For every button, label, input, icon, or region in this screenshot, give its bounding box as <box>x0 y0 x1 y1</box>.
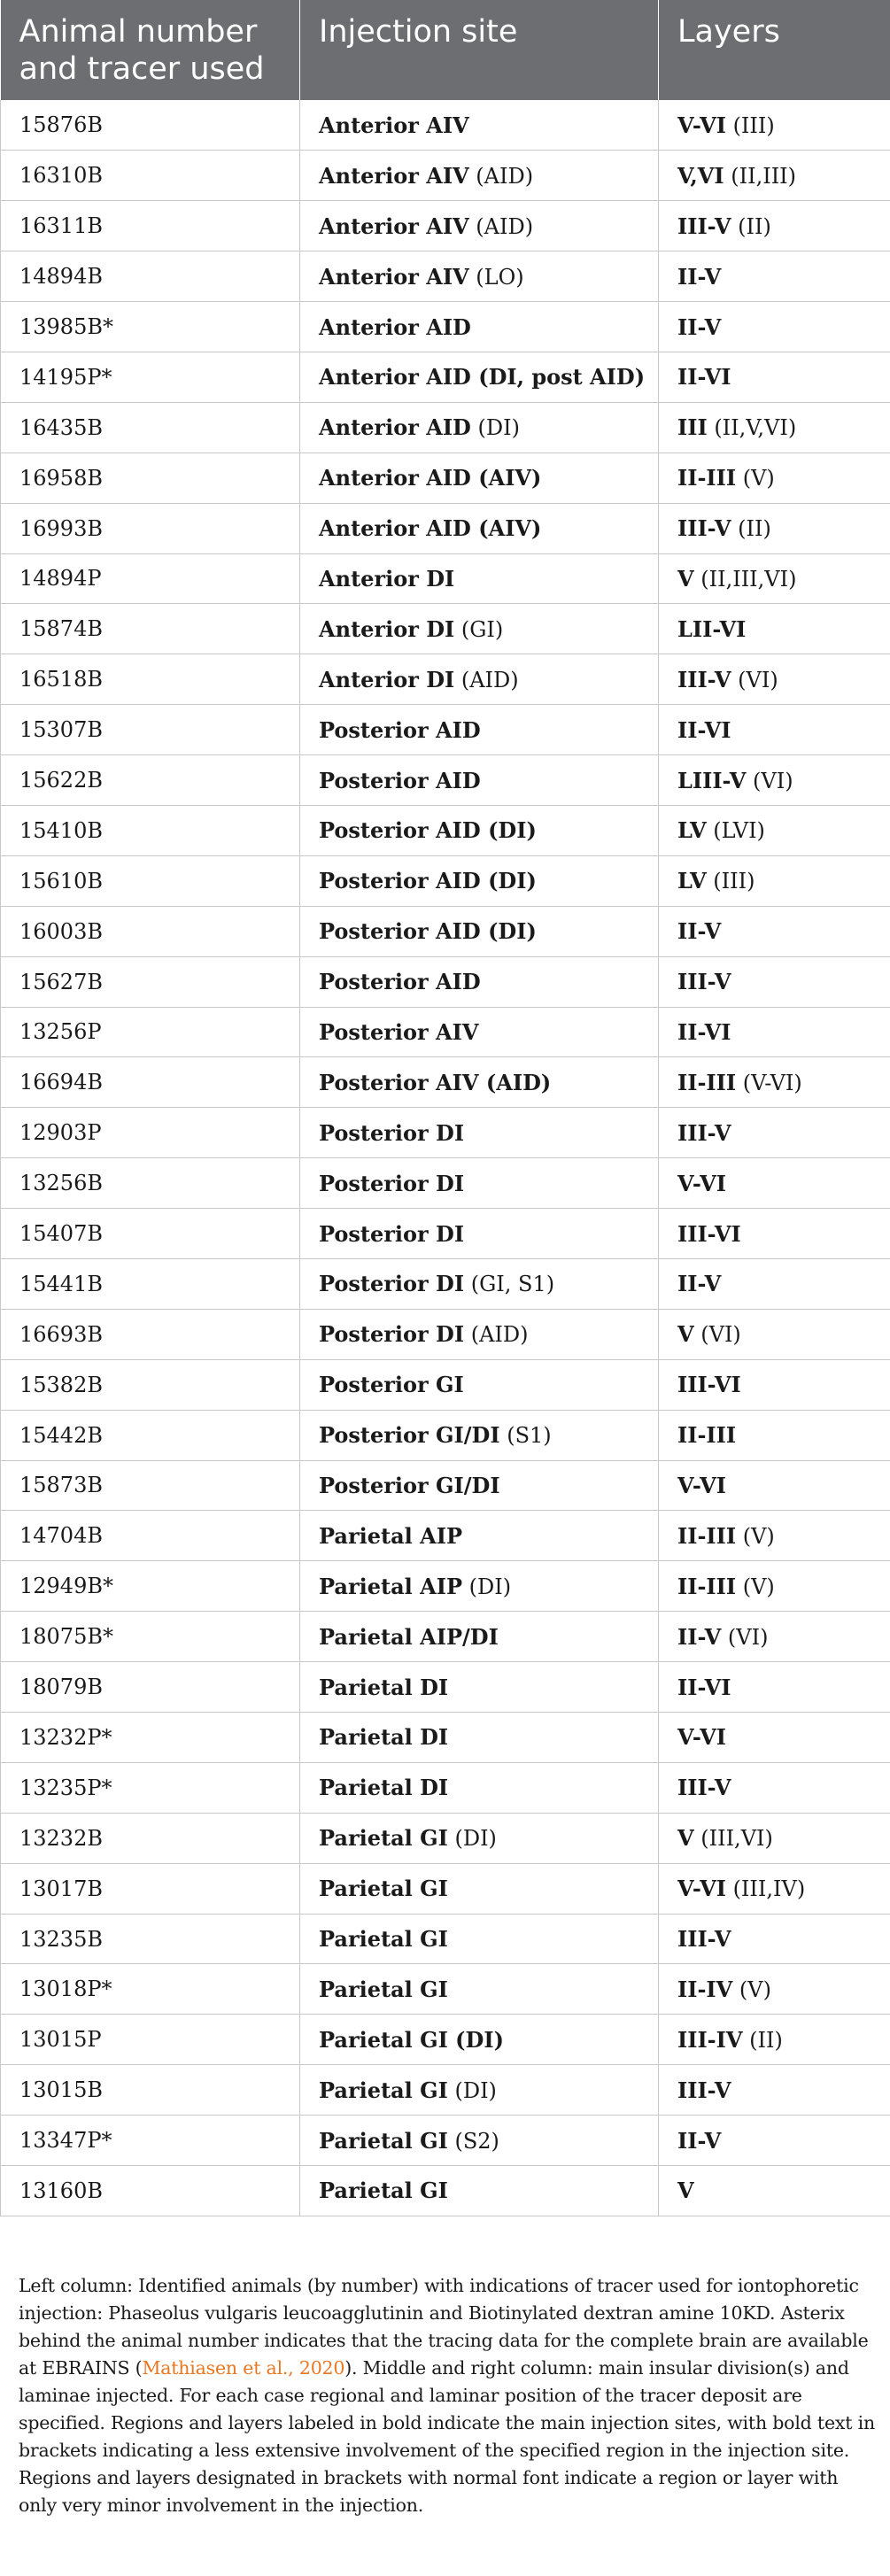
layers-cell <box>659 906 890 956</box>
table-row <box>1 2116 890 2166</box>
table-row <box>1 805 890 855</box>
layers-main: II-V <box>677 1623 722 1650</box>
layers-main: II-VI <box>677 1674 731 1700</box>
injection-site-cell <box>300 302 659 352</box>
layers-main: III-V <box>677 969 731 995</box>
citation-link[interactable]: Mathiasen et al., 2020 <box>142 2356 345 2379</box>
injection-site-cell <box>300 402 659 453</box>
layers-cell <box>659 201 890 251</box>
injection-site-cell <box>300 553 659 604</box>
injection-site-main: Posterior DI <box>319 1119 465 1146</box>
injection-site-minor: (DI) <box>470 415 520 441</box>
injection-site-cell <box>300 1662 659 1713</box>
injection-site-minor: (DI) <box>447 2077 497 2103</box>
injection-site-main: Posterior GI/DI <box>319 1422 500 1449</box>
animal-number-cell: 15627B <box>1 956 300 1007</box>
injection-site-main: Posterior DI <box>319 1170 465 1196</box>
layers-main: V-VI <box>677 112 726 138</box>
animal-number-cell: 15874B <box>1 604 300 654</box>
injection-site-cell <box>300 1309 659 1359</box>
layers-main: II-VI <box>677 364 731 391</box>
animal-number-cell: 13235B <box>1 1914 300 1964</box>
table-row <box>1 503 890 553</box>
injection-site-main: Anterior AIV <box>319 263 469 290</box>
injection-site-main: Posterior AIV (AID) <box>319 1069 552 1095</box>
layers-minor: (V) <box>732 1976 771 2002</box>
caption-text-before: Left column: Identified animals (by number) with indications of tracer used for iontophoretic injection: Phaseolus vulgaris leucoagglutinin and Biotinylated dextran amine 10KD. Asterix behind the animal number indicates that the tracing data for the complete brain are available at EBRAINS ( <box>19 2274 869 2379</box>
layers-cell <box>659 956 890 1007</box>
animal-number-cell: 15876B <box>1 100 300 151</box>
injection-site-main: Posterior AID (DI) <box>319 868 537 894</box>
layers-cell <box>659 2116 890 2166</box>
layers-main: V <box>677 2178 694 2204</box>
injection-site-cell <box>300 805 659 855</box>
injection-site-minor: (S1) <box>499 1423 552 1449</box>
layers-main: II-V <box>677 918 722 945</box>
layers-main: III-VI <box>677 1220 741 1247</box>
injection-site-main: Posterior GI <box>319 1372 464 1398</box>
layers-minor: (V) <box>736 1523 775 1549</box>
injection-site-main: Anterior AIV <box>319 213 469 239</box>
injection-site-cell <box>300 201 659 251</box>
layers-main: V <box>677 1825 694 1852</box>
injection-site-main: Parietal AIP <box>319 1522 462 1549</box>
table-row <box>1 2065 890 2116</box>
animal-number-cell: 12903P <box>1 1108 300 1158</box>
layers-minor: (VI) <box>693 1322 741 1348</box>
layers-cell <box>659 1309 890 1359</box>
animal-number-cell: 13256P <box>1 1007 300 1057</box>
injection-site-cell <box>300 1612 659 1662</box>
table-row <box>1 1108 890 1158</box>
injection-site-cell <box>300 1964 659 2015</box>
injection-site-cell <box>300 1359 659 1410</box>
layers-minor: (V-VI) <box>736 1070 802 1095</box>
layers-main: V <box>677 1321 694 1348</box>
table-header <box>1 0 890 100</box>
injection-site-cell <box>300 1460 659 1511</box>
injection-site-main: Posterior AID <box>319 716 481 743</box>
layers-cell <box>659 1612 890 1662</box>
injection-site-cell <box>300 1713 659 1763</box>
caption-text-after: ). Middle and right column: main insular division(s) and laminae injected. For each case regional and laminar position of the tracer deposit are specified. Regions and layers labeled in bold indicate the main injection sites, with bold text in brackets indicating a less extensive involvement of the specified region in the injection site. Regions and layers designated in brackets with normal font indicate a region or layer with only very minor involvement in the injection. <box>19 2356 875 2516</box>
layers-cell <box>659 1057 890 1108</box>
table-row <box>1 1863 890 1914</box>
injection-site-main: Parietal GI <box>319 1825 448 1852</box>
injection-site-main: Parietal GI <box>319 2077 448 2103</box>
layers-main: V-VI <box>677 1170 726 1196</box>
layers-main: II-IV <box>677 1976 733 2002</box>
injection-site-cell <box>300 1863 659 1914</box>
injection-site-main: Parietal GI <box>319 2178 448 2204</box>
table-row <box>1 100 890 151</box>
layers-cell <box>659 805 890 855</box>
animal-number-cell: 16958B <box>1 453 300 503</box>
animal-number-cell: 13235P* <box>1 1762 300 1813</box>
layers-cell <box>659 503 890 553</box>
injection-site-cell <box>300 906 659 956</box>
layers-cell <box>659 1108 890 1158</box>
table-row <box>1 1359 890 1410</box>
table-row <box>1 956 890 1007</box>
layers-main: II-III <box>677 1522 737 1549</box>
layers-main: III-V <box>677 213 731 239</box>
layers-cell <box>659 1158 890 1209</box>
animal-number-cell: 13232B <box>1 1813 300 1863</box>
injection-site-main: Parietal AIP/DI <box>319 1623 499 1650</box>
layers-cell <box>659 604 890 654</box>
layers-cell <box>659 1511 890 1561</box>
injection-site-main: Parietal GI <box>319 2127 448 2154</box>
injection-site-main: Anterior AID (DI, post AID) <box>319 364 646 391</box>
injection-site-minor: (AID) <box>454 667 519 692</box>
animal-number-cell: 15442B <box>1 1410 300 1460</box>
injection-site-main: Posterior AID (DI) <box>319 918 537 945</box>
animal-number-cell: 15441B <box>1 1258 300 1309</box>
layers-minor: (III,VI) <box>693 1826 773 1852</box>
table-row <box>1 1007 890 1057</box>
layers-minor: (II) <box>742 2027 783 2053</box>
injection-site-cell <box>300 352 659 402</box>
layers-cell <box>659 1258 890 1309</box>
table-row <box>1 1713 890 1763</box>
layers-cell <box>659 251 890 302</box>
table-row <box>1 855 890 906</box>
layers-main: III <box>677 414 708 441</box>
header-injection-site: Injection site <box>300 0 659 100</box>
animal-number-cell: 14704B <box>1 1511 300 1561</box>
animal-number-cell: 12949B* <box>1 1561 300 1612</box>
layers-minor: (III) <box>725 112 775 138</box>
injection-site-main: Parietal GI <box>319 1876 448 1902</box>
injection-site-cell <box>300 1914 659 1964</box>
table-row <box>1 1964 890 2015</box>
layers-main: V-VI <box>677 1724 726 1751</box>
injection-site-main: Anterior AID (AIV) <box>319 515 542 542</box>
injection-site-cell <box>300 1410 659 1460</box>
layers-main: LIII-V <box>677 767 747 793</box>
animal-number-cell: 13232P* <box>1 1713 300 1763</box>
animal-number-cell: 15407B <box>1 1209 300 1259</box>
injection-site-main: Parietal DI <box>319 1775 449 1801</box>
layers-main: III-V <box>677 1119 731 1146</box>
table-row <box>1 2166 890 2216</box>
injection-site-main: Parietal DI <box>319 1674 449 1700</box>
layers-minor: (VI) <box>731 667 778 692</box>
layers-cell <box>659 100 890 151</box>
injection-site-main: Posterior AID <box>319 969 481 995</box>
layers-minor: (LVI) <box>706 818 765 844</box>
animal-number-cell: 16518B <box>1 654 300 705</box>
layers-main: III-V <box>677 666 731 692</box>
table-row <box>1 705 890 755</box>
layers-cell <box>659 1007 890 1057</box>
table-row <box>1 1511 890 1561</box>
layers-main: LV <box>677 868 707 894</box>
injection-site-cell <box>300 2015 659 2065</box>
table-row <box>1 2015 890 2065</box>
table-row <box>1 1662 890 1713</box>
injection-site-cell <box>300 1561 659 1612</box>
table-row <box>1 1914 890 1964</box>
table-row <box>1 402 890 453</box>
animal-number-cell: 15382B <box>1 1359 300 1410</box>
animal-number-cell: 14195P* <box>1 352 300 402</box>
layers-cell <box>659 1662 890 1713</box>
injection-site-minor: (AID) <box>464 1322 529 1348</box>
injection-site-main: Anterior AIV <box>319 112 469 138</box>
table-caption <box>0 2216 890 2519</box>
layers-main: II-III <box>677 1422 737 1449</box>
layers-main: III-V <box>677 515 731 542</box>
injection-site-main: Anterior AID <box>319 313 471 340</box>
layers-cell <box>659 1863 890 1914</box>
layers-cell <box>659 1964 890 2015</box>
animal-number-cell: 13015P <box>1 2015 300 2065</box>
injection-site-main: Anterior AIV <box>319 162 469 189</box>
injection-site-minor: (AID) <box>468 213 534 239</box>
injection-site-main: Parietal GI (DI) <box>319 2026 504 2053</box>
injection-site-cell <box>300 453 659 503</box>
layers-cell <box>659 1209 890 1259</box>
injection-site-main: Posterior DI <box>319 1220 465 1247</box>
layers-cell <box>659 1359 890 1410</box>
layers-cell <box>659 553 890 604</box>
table-row <box>1 755 890 806</box>
injection-site-main: Posterior DI <box>319 1321 465 1348</box>
injection-site-cell <box>300 1007 659 1057</box>
layers-cell <box>659 1914 890 1964</box>
layers-minor: (II) <box>731 213 771 239</box>
table-row <box>1 251 890 302</box>
layers-main: III-VI <box>677 1372 741 1398</box>
animal-number-cell: 13017B <box>1 1863 300 1914</box>
layers-cell <box>659 402 890 453</box>
layers-cell <box>659 1762 890 1813</box>
table-row <box>1 1057 890 1108</box>
header-layers: Layers <box>659 0 890 100</box>
injection-site-main: Parietal GI <box>319 1976 448 2002</box>
layers-cell <box>659 1713 890 1763</box>
layers-cell <box>659 1561 890 1612</box>
animal-number-cell: 15610B <box>1 855 300 906</box>
layers-main: II-III <box>677 1573 737 1599</box>
layers-minor: (VI) <box>721 1624 769 1650</box>
injection-site-main: Anterior AID <box>319 414 471 441</box>
injection-site-cell <box>300 2166 659 2216</box>
table-row <box>1 1209 890 1259</box>
injection-site-cell <box>300 1258 659 1309</box>
injection-site-minor: (DI) <box>447 1826 497 1852</box>
layers-cell <box>659 151 890 201</box>
table-row <box>1 352 890 402</box>
table-row <box>1 553 890 604</box>
table-row <box>1 1612 890 1662</box>
layers-minor: (III,IV) <box>725 1876 806 1902</box>
table-row <box>1 1460 890 1511</box>
animal-number-cell: 15622B <box>1 755 300 806</box>
animal-number-cell: 16694B <box>1 1057 300 1108</box>
layers-main: II-V <box>677 1271 722 1297</box>
table-row <box>1 1561 890 1612</box>
table-row <box>1 1309 890 1359</box>
injection-site-main: Parietal AIP <box>319 1573 462 1599</box>
injection-site-main: Anterior AID (AIV) <box>319 465 542 491</box>
animal-number-cell: 13015B <box>1 2065 300 2116</box>
injection-site-main: Posterior AID (DI) <box>319 817 537 844</box>
layers-main: II-V <box>677 313 722 340</box>
layers-cell <box>659 352 890 402</box>
animal-number-cell: 15410B <box>1 805 300 855</box>
injection-site-minor: (DI) <box>462 1574 512 1599</box>
injection-site-cell <box>300 2116 659 2166</box>
layers-cell <box>659 1460 890 1511</box>
injection-site-main: Anterior DI <box>319 615 455 642</box>
injection-site-cell <box>300 2065 659 2116</box>
header-animal-number: Animal number and tracer used <box>1 0 300 100</box>
layers-main: V <box>677 565 694 592</box>
animal-number-cell: 16435B <box>1 402 300 453</box>
injection-site-main: Parietal DI <box>319 1724 449 1751</box>
table-row <box>1 1813 890 1863</box>
injection-site-minor: (S2) <box>447 2128 499 2154</box>
layers-cell <box>659 705 890 755</box>
table-row <box>1 604 890 654</box>
layers-minor: (II,V,VI) <box>707 415 797 441</box>
layers-minor: (V) <box>736 1574 775 1599</box>
layers-cell <box>659 1813 890 1863</box>
injection-site-main: Posterior AIV <box>319 1018 479 1045</box>
layers-main: III-V <box>677 1775 731 1801</box>
injection-site-main: Posterior AID <box>319 767 481 793</box>
layers-cell <box>659 302 890 352</box>
layers-cell <box>659 2166 890 2216</box>
layers-main: LII-VI <box>677 615 747 642</box>
layers-minor: (II) <box>731 516 771 542</box>
injection-site-cell <box>300 503 659 553</box>
layers-main: LV <box>677 817 707 844</box>
animal-number-cell: 16003B <box>1 906 300 956</box>
layers-main: V-VI <box>677 1472 726 1498</box>
animal-number-cell: 16693B <box>1 1309 300 1359</box>
injection-site-cell <box>300 151 659 201</box>
injection-site-cell <box>300 705 659 755</box>
layers-minor: (VI) <box>746 768 793 793</box>
layers-main: II-V <box>677 263 722 290</box>
animal-number-cell: 16310B <box>1 151 300 201</box>
animal-number-cell: 14894B <box>1 251 300 302</box>
layers-minor: (III) <box>706 869 755 894</box>
table-row <box>1 302 890 352</box>
layers-cell <box>659 2015 890 2065</box>
injection-site-main: Posterior DI <box>319 1271 465 1297</box>
layers-cell <box>659 654 890 705</box>
injection-site-cell <box>300 654 659 705</box>
table-row <box>1 1158 890 1209</box>
injection-site-main: Posterior GI/DI <box>319 1472 500 1498</box>
layers-main: II-V <box>677 2127 722 2154</box>
animal-number-cell: 15873B <box>1 1460 300 1511</box>
injection-site-cell <box>300 855 659 906</box>
injection-site-cell <box>300 1813 659 1863</box>
animal-number-cell: 18075B* <box>1 1612 300 1662</box>
animal-number-cell: 13347P* <box>1 2116 300 2166</box>
layers-cell <box>659 755 890 806</box>
injection-site-cell <box>300 1108 659 1158</box>
layers-minor: (II,III) <box>724 163 797 189</box>
animal-number-cell: 14894P <box>1 553 300 604</box>
table-row <box>1 151 890 201</box>
injection-site-main: Anterior DI <box>319 565 455 592</box>
table-row <box>1 1762 890 1813</box>
table-row <box>1 1410 890 1460</box>
injection-site-main: Parietal GI <box>319 1926 448 1952</box>
table-body <box>1 100 890 2216</box>
injection-site-minor: (GI) <box>454 616 504 642</box>
injection-site-cell <box>300 1762 659 1813</box>
layers-main: III-IV <box>677 2026 743 2053</box>
layers-main: II-III <box>677 1069 737 1095</box>
injection-site-main: Anterior DI <box>319 666 455 692</box>
injection-site-cell <box>300 1158 659 1209</box>
animal-number-cell: 18079B <box>1 1662 300 1713</box>
injection-site-minor: (LO) <box>468 264 524 290</box>
injection-site-cell <box>300 604 659 654</box>
animal-number-cell: 13160B <box>1 2166 300 2216</box>
injection-site-cell <box>300 755 659 806</box>
layers-minor: (V) <box>736 466 775 491</box>
layers-main: V-VI <box>677 1876 726 1902</box>
table-row <box>1 654 890 705</box>
layers-cell <box>659 1410 890 1460</box>
animal-number-cell: 16311B <box>1 201 300 251</box>
animal-number-cell: 15307B <box>1 705 300 755</box>
layers-cell <box>659 2065 890 2116</box>
layers-main: V,VI <box>677 162 724 189</box>
layers-main: II-VI <box>677 716 731 743</box>
layers-main: III-V <box>677 1926 731 1952</box>
animal-number-cell: 13985B* <box>1 302 300 352</box>
table-row <box>1 453 890 503</box>
injection-site-cell <box>300 1057 659 1108</box>
layers-main: III-V <box>677 2077 731 2103</box>
animal-number-cell: 13256B <box>1 1158 300 1209</box>
layers-minor: (II,III,VI) <box>693 566 797 592</box>
injection-site-cell <box>300 251 659 302</box>
table-row <box>1 201 890 251</box>
injection-site-minor: (GI, S1) <box>464 1272 555 1297</box>
layers-cell <box>659 855 890 906</box>
layers-cell <box>659 453 890 503</box>
injection-site-cell <box>300 956 659 1007</box>
injection-site-minor: (AID) <box>468 163 534 189</box>
table-row <box>1 1258 890 1309</box>
layers-main: II-III <box>677 465 737 491</box>
animal-number-cell: 13018P* <box>1 1964 300 2015</box>
injection-site-cell <box>300 100 659 151</box>
table-row <box>1 906 890 956</box>
injection-site-cell <box>300 1511 659 1561</box>
injection-site-cell <box>300 1209 659 1259</box>
layers-main: II-VI <box>677 1018 731 1045</box>
animal-number-cell: 16993B <box>1 503 300 553</box>
